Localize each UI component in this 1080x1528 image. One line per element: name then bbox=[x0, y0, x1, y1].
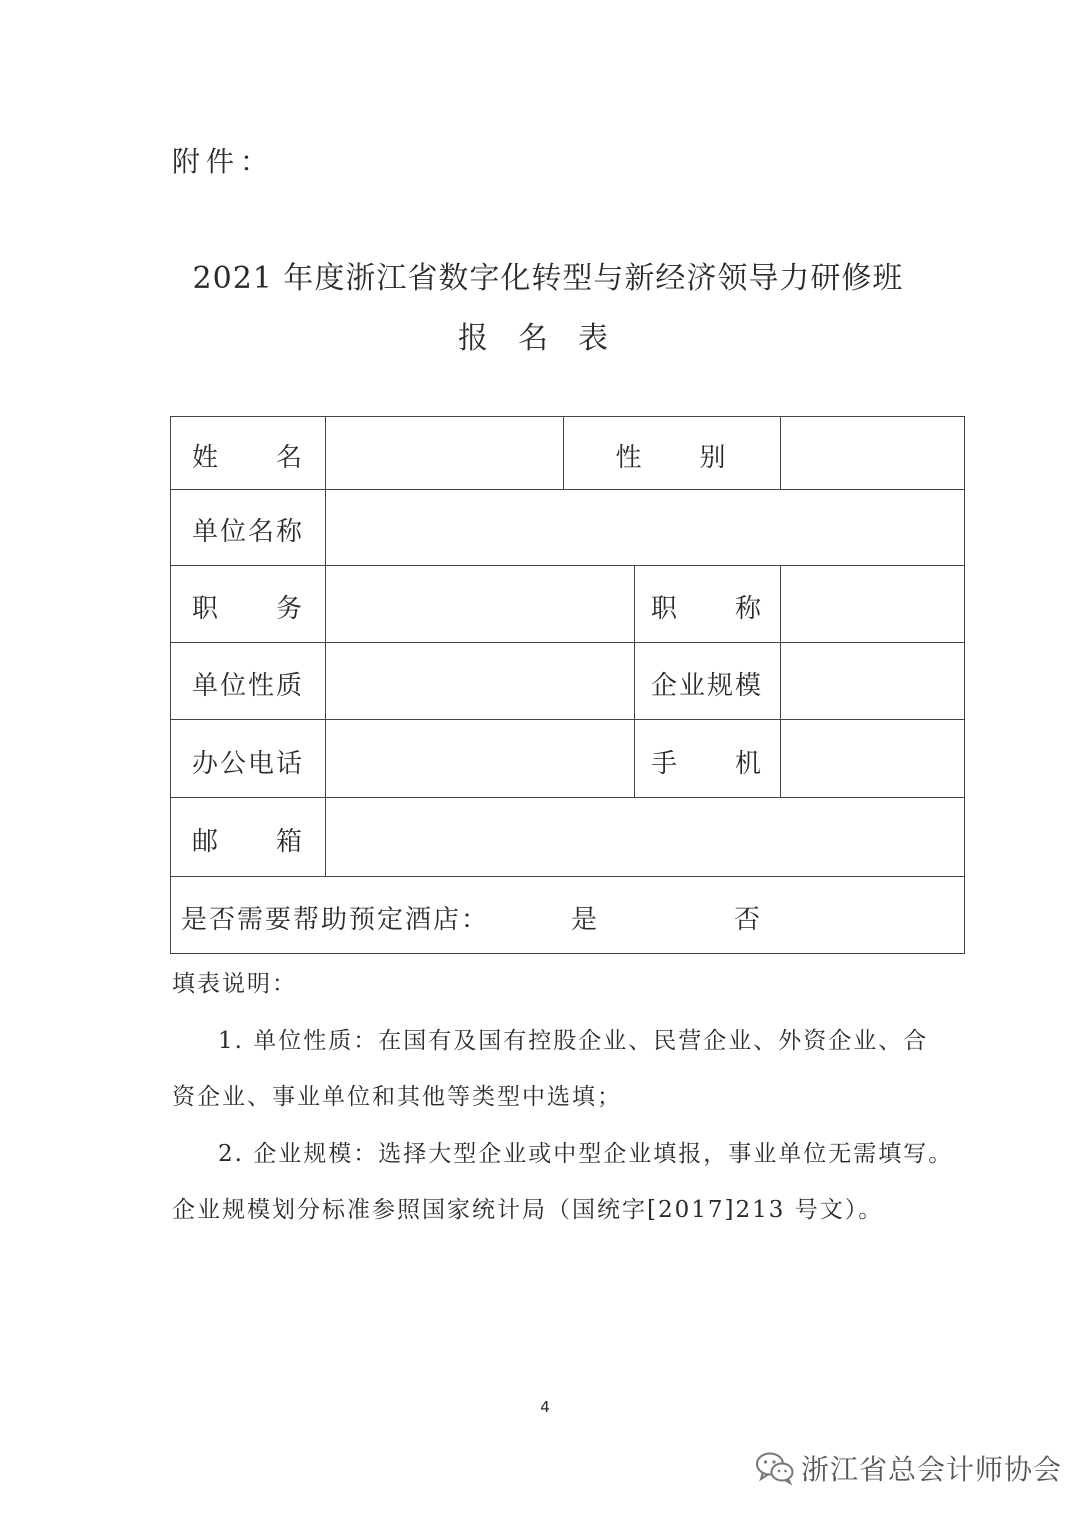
mobile-label: 手 机 bbox=[650, 749, 763, 779]
email-field[interactable] bbox=[326, 798, 964, 876]
org-name-field[interactable] bbox=[326, 490, 964, 565]
row-divider bbox=[171, 876, 964, 877]
org-type-label: 单位性质 bbox=[191, 671, 304, 701]
mobile-field[interactable] bbox=[781, 720, 964, 797]
note-item-2-cont: 企业规模划分标准参照国家统计局（国统字[2017]213 号文）。 bbox=[172, 1197, 884, 1223]
hotel-option-yes[interactable]: 是 bbox=[571, 905, 600, 935]
enterprise-scale-field[interactable] bbox=[781, 643, 964, 719]
note-item-2: 2. 企业规模：选择大型企业或中型企业填报，事业单位无需填写。 bbox=[218, 1141, 954, 1167]
office-phone-field[interactable] bbox=[326, 720, 634, 797]
gender-label: 性 别 bbox=[615, 443, 728, 473]
name-label: 姓 名 bbox=[191, 443, 304, 473]
note-item-1-cont: 资企业、事业单位和其他等类型中选填； bbox=[172, 1084, 622, 1110]
hotel-option-no[interactable]: 否 bbox=[734, 905, 763, 935]
office-phone-label: 办公电话 bbox=[191, 749, 304, 779]
job-title-label: 职 称 bbox=[650, 594, 763, 624]
watermark-text: 浙江省总会计师协会 bbox=[801, 1453, 1063, 1486]
notes-heading: 填表说明： bbox=[172, 971, 297, 997]
wechat-icon bbox=[755, 1451, 795, 1485]
position-field[interactable] bbox=[326, 566, 634, 642]
org-type-field[interactable] bbox=[326, 643, 634, 719]
org-name-label: 单位名称 bbox=[191, 517, 304, 547]
job-title-field[interactable] bbox=[781, 566, 964, 642]
hotel-booking-label: 是否需要帮助预定酒店： bbox=[181, 905, 490, 935]
note-item-1: 1. 单位性质：在国有及国有控股企业、民营企业、外资企业、合 bbox=[218, 1028, 929, 1054]
gender-field[interactable] bbox=[781, 418, 964, 489]
registration-form bbox=[170, 416, 965, 954]
enterprise-scale-label: 企业规模 bbox=[650, 671, 763, 701]
page-number: 4 bbox=[540, 1398, 550, 1416]
name-field[interactable] bbox=[326, 418, 563, 489]
attachment-label: 附件： bbox=[172, 145, 275, 178]
document-subtitle: 报名表 bbox=[458, 321, 638, 356]
position-label: 职 务 bbox=[191, 594, 304, 624]
document-title: 2021 年度浙江省数字化转型与新经济领导力研修班 bbox=[192, 261, 904, 296]
watermark bbox=[755, 1448, 1062, 1488]
email-label: 邮 箱 bbox=[191, 827, 304, 857]
